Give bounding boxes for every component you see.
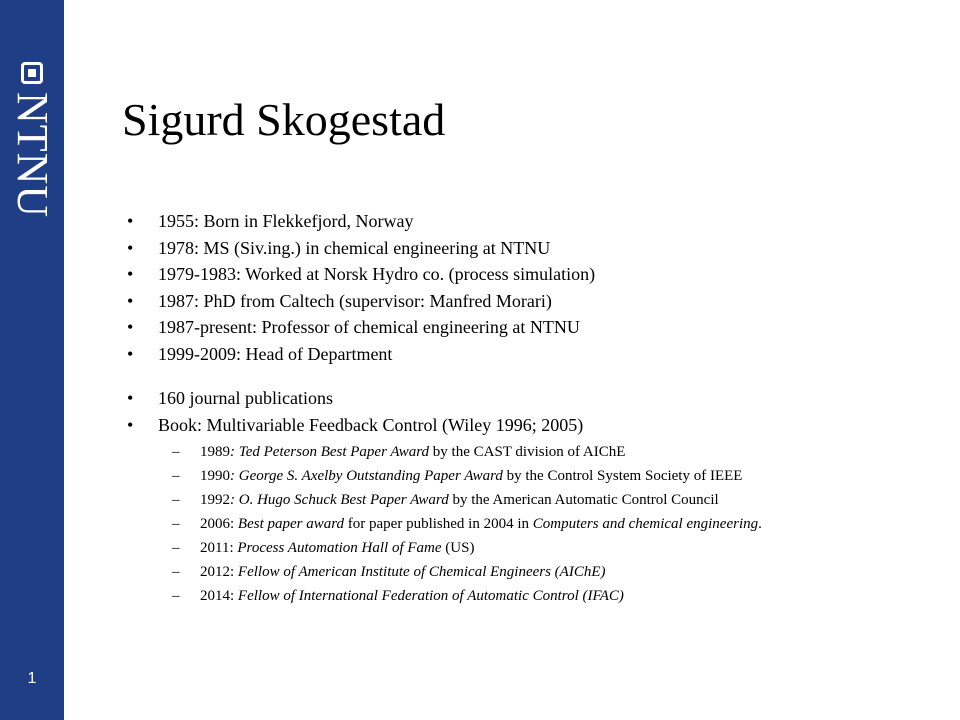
bullet-item: • 1999-2009: Head of Department: [125, 341, 945, 368]
bullet-item: • 1987: PhD from Caltech (supervisor: Manfred Morari): [125, 288, 945, 315]
bullet-item: • 1979-1983: Worked at Norsk Hydro co. (process simulation): [125, 261, 945, 288]
ntnu-sidebar: NTNU 1: [0, 0, 64, 720]
bullet-item-book: [125, 412, 945, 609]
award-item: – 2006: Best paper award for paper published in 2004 in Computers and chemical engineering.: [158, 512, 945, 536]
award-item: – 2012: Fellow of American Institute of Chemical Engineers (AIChE): [158, 560, 945, 584]
award-item: – 1989: Ted Peterson Best Paper Award by the CAST division of AIChE: [158, 440, 945, 464]
slide-title: Sigurd Skogestad: [122, 94, 446, 145]
slide-number: 1: [27, 670, 37, 687]
bullet-item: • 1978: MS (Siv.ing.) in chemical engineering at NTNU: [125, 235, 945, 262]
bullet-item: • 1955: Born in Flekkefjord, Norway: [125, 208, 945, 235]
awards-list: [158, 440, 945, 608]
slide-content: [125, 208, 945, 608]
award-item: – 1992: O. Hugo Schuck Best Paper Award by the American Automatic Control Council: [158, 488, 945, 512]
award-item: – 2011: Process Automation Hall of Fame (US): [158, 536, 945, 560]
bullet-list: [125, 208, 945, 608]
ntnu-logo-icon: [21, 62, 43, 84]
award-item: – 2014: Fellow of International Federation of Automatic Control (IFAC): [158, 584, 945, 608]
bullet-item: • 160 journal publications: [125, 385, 945, 412]
award-item: – 1990: George S. Axelby Outstanding Paper Award by the Control System Society of IEEE: [158, 464, 945, 488]
bullet-text: Book: Multivariable Feedback Control (Wiley 1996; 2005): [158, 414, 584, 435]
bullet-item: • 1987-present: Professor of chemical engineering at NTNU: [125, 314, 945, 341]
